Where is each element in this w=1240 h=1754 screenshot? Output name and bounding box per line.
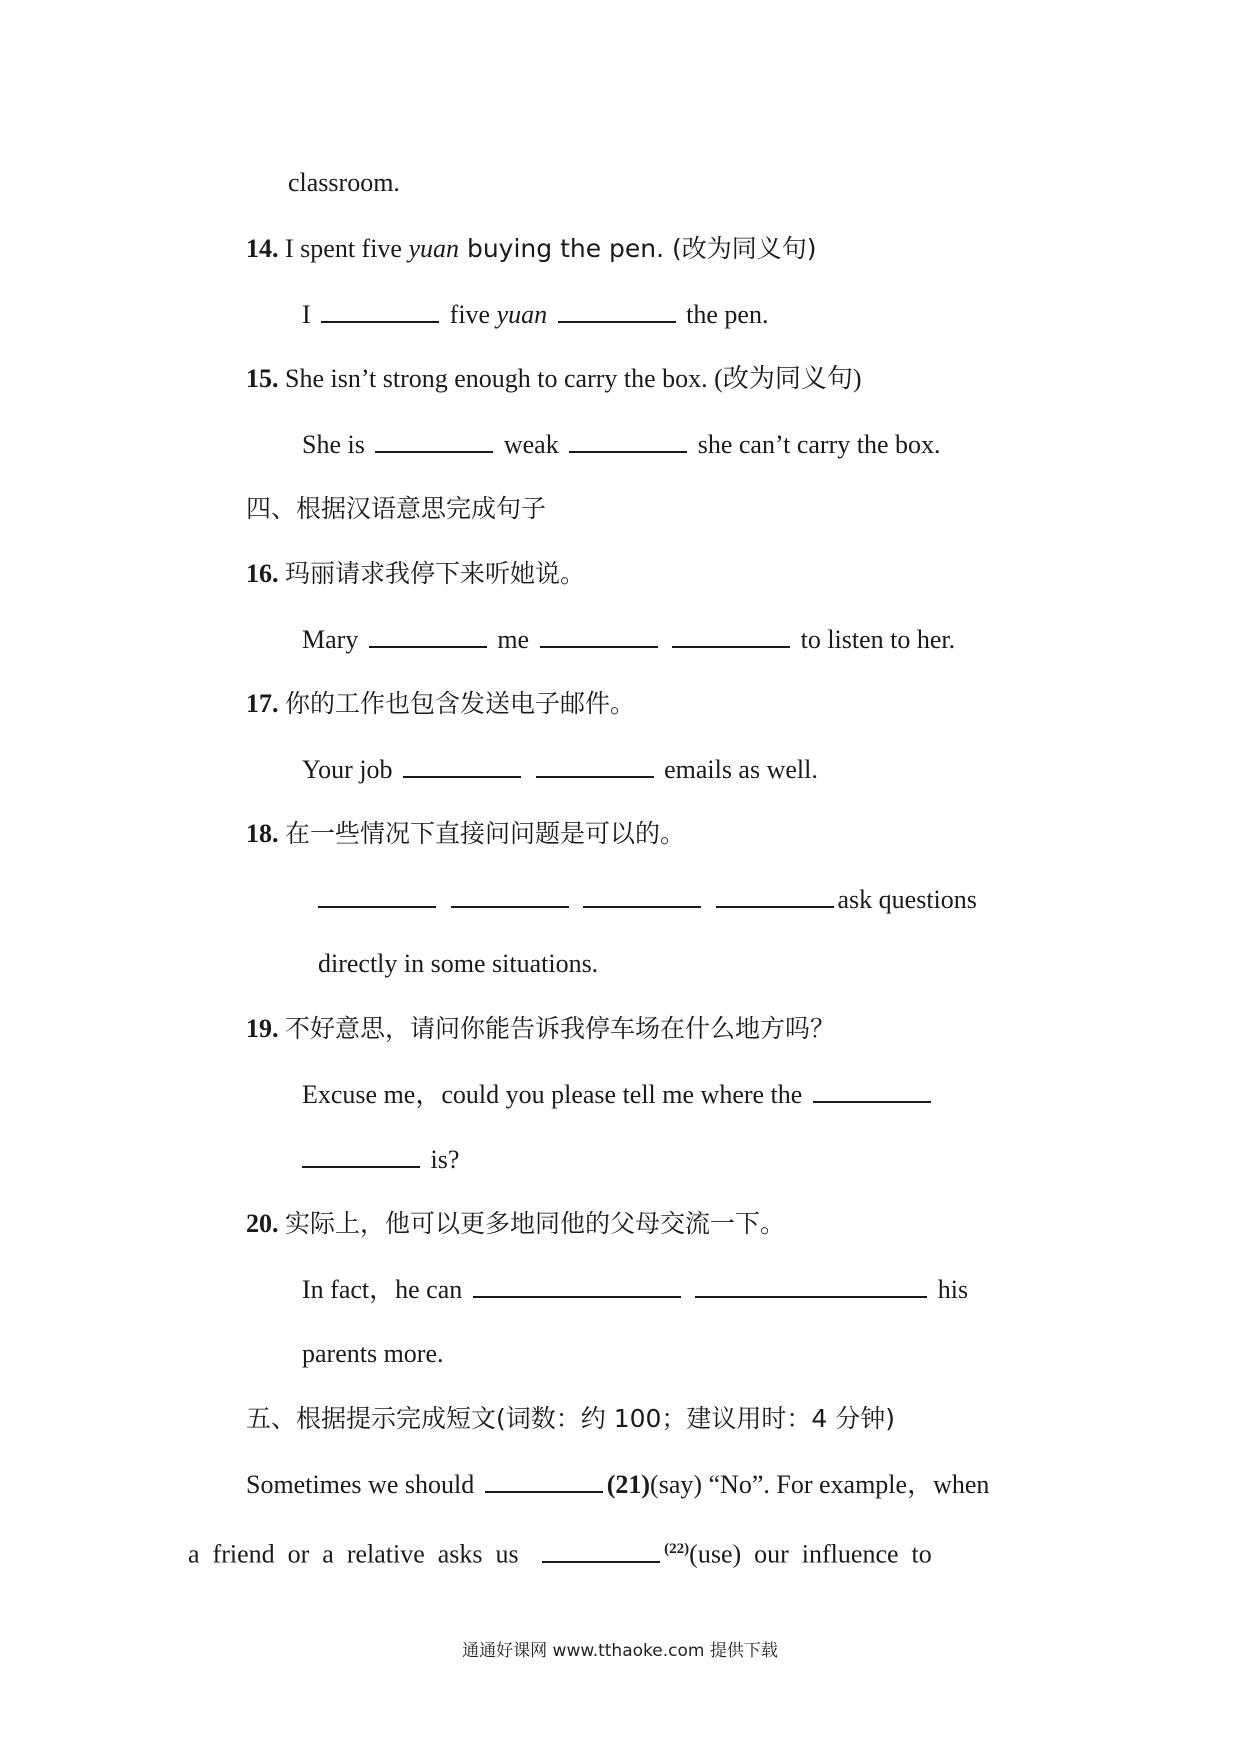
answer-text: ask questions: [837, 885, 977, 914]
answer-text: she can’t carry the box.: [697, 430, 941, 459]
answer-text: directly in some situations.: [318, 949, 599, 978]
answer-text: I: [302, 300, 311, 329]
answer-blank[interactable]: [403, 752, 521, 778]
question-text: She isn’t strong enough to carry the box. (改为同义句): [285, 364, 862, 393]
question-text-cn: 实际上，他可以更多地同他的父母交流一下。: [285, 1209, 786, 1238]
question-text: buying the pen. (改为同义句): [459, 234, 817, 263]
answer-text: In fact，he can: [302, 1275, 463, 1304]
answer-blank[interactable]: [558, 297, 676, 323]
section-heading-5: [246, 1402, 895, 1436]
section-title: 四、根据汉语意思完成句子: [246, 494, 547, 523]
passage-blank[interactable]: [542, 1537, 660, 1563]
question-number: 17.: [246, 689, 279, 718]
answer-line-14: [302, 297, 768, 332]
blank-number: (22): [664, 1541, 690, 1557]
answer-text: Excuse me，could you please tell me where the: [302, 1080, 803, 1109]
question-number: 20.: [246, 1209, 279, 1238]
answer-line-17: [302, 752, 818, 787]
answer-blank[interactable]: [451, 882, 569, 908]
question-text-cn: 玛丽请求我停下来听她说。: [285, 559, 586, 588]
answer-line-16: [302, 622, 955, 657]
passage-text: Sometimes we should: [246, 1470, 475, 1499]
question-number: 18.: [246, 819, 279, 848]
answer-text: She is: [302, 430, 365, 459]
answer-line-19-cont: [302, 1142, 459, 1177]
question-19: [246, 1012, 835, 1046]
question-15: [246, 362, 862, 396]
question-16: [246, 557, 585, 591]
answer-text: Your job: [302, 755, 393, 784]
question-18: [246, 817, 685, 851]
answer-blank[interactable]: [473, 1272, 681, 1298]
answer-text: me: [497, 625, 530, 654]
answer-line-15: [302, 427, 941, 462]
blank-number: (21): [606, 1470, 651, 1499]
line-text: classroom.: [288, 168, 400, 197]
section-title: 五、根据提示完成短文(词数：约 100；建议用时：4 分钟): [246, 1404, 896, 1433]
answer-blank[interactable]: [369, 622, 487, 648]
passage-text: a friend or a relative asks us: [188, 1539, 519, 1569]
answer-blank[interactable]: [375, 427, 493, 453]
answer-blank[interactable]: [813, 1077, 931, 1103]
question-number: 19.: [246, 1014, 279, 1043]
answer-blank[interactable]: [321, 297, 439, 323]
answer-blank[interactable]: [540, 622, 658, 648]
answer-blank[interactable]: [695, 1272, 927, 1298]
passage-blank[interactable]: [485, 1467, 603, 1493]
passage-line-2: [188, 1532, 932, 1572]
answer-text: his: [937, 1275, 969, 1304]
question-text-cn: 在一些情况下直接问问题是可以的。: [285, 819, 686, 848]
question-14: [246, 232, 817, 266]
answer-text: is?: [430, 1145, 460, 1174]
answer-line-20-cont: [302, 1337, 444, 1371]
answer-text: five: [449, 300, 491, 329]
passage-line-1: [246, 1467, 989, 1502]
answer-text: parents more.: [302, 1339, 444, 1368]
question-text-cn: 不好意思，请问你能告诉我停车场在什么地方吗？: [285, 1014, 836, 1043]
question-20: [246, 1207, 785, 1241]
page-footer: [0, 1636, 1240, 1661]
question-17: [246, 687, 635, 721]
footer-text: 通通好课网 www.tthaoke.com 提供下载: [462, 1641, 778, 1661]
text-line: [288, 166, 400, 200]
answer-blank[interactable]: [569, 427, 687, 453]
answer-blank[interactable]: [583, 882, 701, 908]
answer-blank[interactable]: [302, 1142, 420, 1168]
answer-line-20: [302, 1272, 968, 1307]
answer-line-18: [314, 882, 977, 917]
question-number: 16.: [246, 559, 279, 588]
passage-text: (say) “No”. For example，when: [650, 1470, 990, 1499]
answer-text-italic: yuan: [496, 300, 548, 329]
answer-blank[interactable]: [672, 622, 790, 648]
question-text: I spent five: [285, 234, 409, 263]
question-text-italic: yuan: [408, 234, 460, 263]
answer-line-18-cont: [318, 947, 598, 981]
answer-text: to listen to her.: [800, 625, 956, 654]
answer-text: emails as well.: [664, 755, 818, 784]
answer-line-19: [302, 1077, 935, 1112]
answer-text: Mary: [302, 625, 359, 654]
passage-text: (use) our influence to: [689, 1539, 932, 1569]
answer-blank[interactable]: [716, 882, 834, 908]
question-number: 14.: [246, 234, 279, 263]
answer-text: the pen.: [686, 300, 769, 329]
answer-blank[interactable]: [318, 882, 436, 908]
section-heading-4: [246, 492, 546, 526]
answer-text: weak: [503, 430, 559, 459]
question-number: 15.: [246, 364, 279, 393]
answer-blank[interactable]: [536, 752, 654, 778]
question-text-cn: 你的工作也包含发送电子邮件。: [285, 689, 636, 718]
